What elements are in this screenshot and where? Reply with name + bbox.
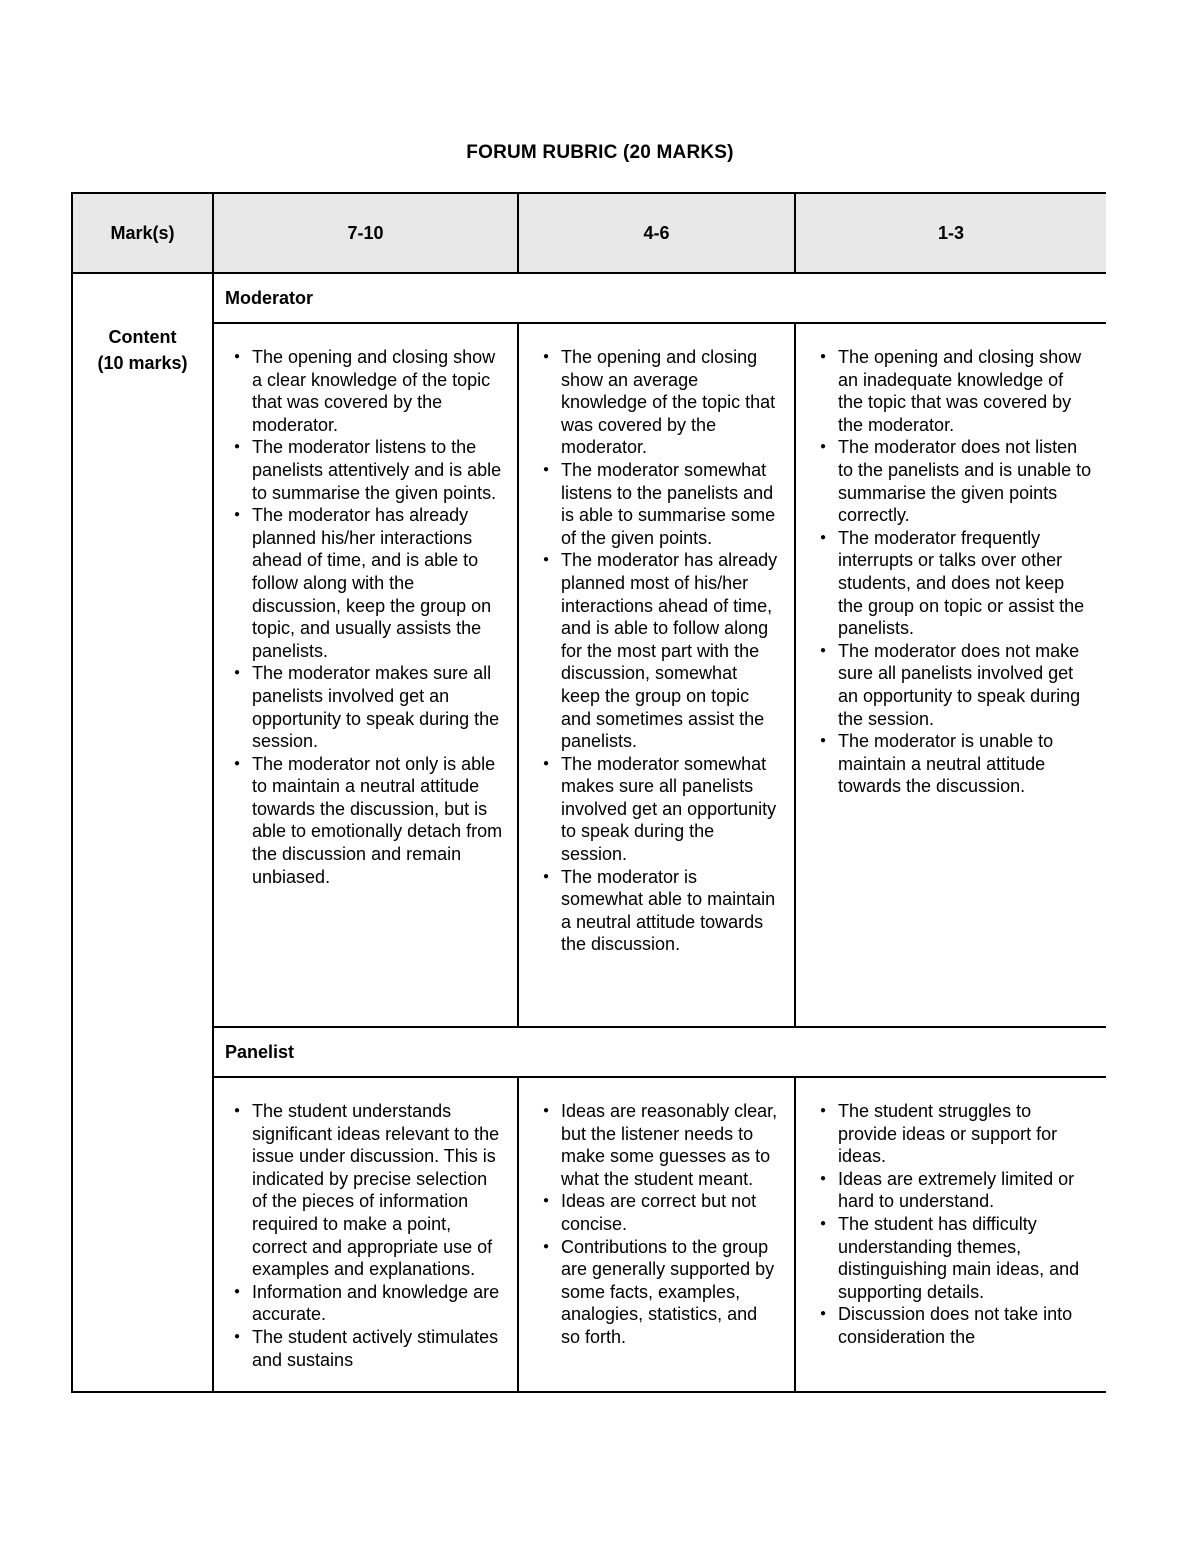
section-header-row [72, 273, 1106, 323]
list-item: ● The moderator somewhat listens to the panelists and is able to summarise some of the given points. [537, 459, 780, 549]
list-item: ● The student actively stimulates and sustains [228, 1326, 503, 1371]
list-item: ● Contributions to the group are generally supported by some facts, examples, analogies, statistics, and so forth. [537, 1236, 780, 1349]
panelist-high-cell [213, 1077, 518, 1392]
list-item: ● The student struggles to provide ideas or support for ideas. [814, 1100, 1092, 1168]
header-range-high: 7-10 [213, 193, 518, 273]
header-range-mid: 4-6 [518, 193, 795, 273]
rubric-table-frame [71, 192, 1106, 1402]
list-item: ● The moderator frequently interrupts or talks over other students, and does not keep the group on topic or assist the panelists. [814, 527, 1092, 640]
list-item: ● The moderator somewhat makes sure all panelists involved get an opportunity to speak during the session. [537, 753, 780, 866]
bullet-list [214, 1078, 517, 1391]
panelist-descriptor-row [72, 1077, 1106, 1392]
list-item: ● The opening and closing show an average knowledge of the topic that was covered by the moderator. [537, 346, 780, 459]
list-item: ● The student has difficulty understanding themes, distinguishing main ideas, and supporting details. [814, 1213, 1092, 1303]
section-header-row [72, 1027, 1106, 1077]
list-item: ● The opening and closing show a clear knowledge of the topic that was covered by the moderator. [228, 346, 503, 436]
header-marks: Mark(s) [72, 193, 213, 273]
list-item: ● Ideas are reasonably clear, but the listener needs to make some guesses as to what the student meant. [537, 1100, 780, 1190]
header-range-low: 1-3 [795, 193, 1106, 273]
list-item: ● The moderator has already planned most of his/her interactions ahead of time, and is able to follow along for the most part with the discussion, somewhat keep the group on topic and sometimes assist the panelists. [537, 549, 780, 752]
list-item: ● The moderator listens to the panelists attentively and is able to summarise the given points. [228, 436, 503, 504]
criterion-cell [72, 273, 213, 1392]
panelist-mid-cell [518, 1077, 795, 1392]
list-item: ● The moderator does not listen to the panelists and is unable to summarise the given points correctly. [814, 436, 1092, 526]
list-item: ● The student understands significant ideas relevant to the issue under discussion. This is indicated by precise selection of the pieces of information required to make a point, correct and appropriate use of examples and explanations. [228, 1100, 503, 1281]
list-item: ● The moderator makes sure all panelists involved get an opportunity to speak during the session. [228, 662, 503, 752]
section-heading-panelist: Panelist [213, 1027, 1106, 1077]
moderator-mid-cell [518, 323, 795, 1027]
list-item: ● The moderator is somewhat able to maintain a neutral attitude towards the discussion. [537, 866, 780, 956]
document-title: FORUM RUBRIC (20 MARKS) [466, 142, 734, 163]
bullet-list [519, 1078, 794, 1369]
moderator-low-cell [795, 323, 1106, 1027]
moderator-descriptor-row [72, 323, 1106, 1027]
panelist-low-cell [795, 1077, 1106, 1392]
header-row [72, 193, 1106, 273]
section-heading-moderator: Moderator [213, 273, 1106, 323]
moderator-high-cell [213, 323, 518, 1027]
rubric-table [71, 192, 1106, 1393]
list-item: ● The moderator does not make sure all panelists involved get an opportunity to speak during the session. [814, 640, 1092, 730]
bullet-list [214, 324, 517, 908]
criterion-marks: (10 marks) [97, 353, 188, 373]
criterion-name: Content [108, 327, 177, 347]
list-item: ● The moderator has already planned his/her interactions ahead of time, and is able to follow along with the discussion, keep the group on topic, and usually assists the panelists. [228, 504, 503, 662]
bullet-list [519, 324, 794, 976]
bullet-list [796, 324, 1106, 818]
bullet-list [796, 1078, 1106, 1369]
list-item: ● Ideas are extremely limited or hard to understand. [814, 1168, 1092, 1213]
list-item: ● The opening and closing show an inadequate knowledge of the topic that was covered by the moderator. [814, 346, 1092, 436]
list-item: ● Ideas are correct but not concise. [537, 1190, 780, 1235]
list-item: ● Discussion does not take into consideration the [814, 1303, 1092, 1348]
list-item: ● The moderator not only is able to maintain a neutral attitude towards the discussion, but is able to emotionally detach from the discussion and remain unbiased. [228, 753, 503, 889]
list-item: ● The moderator is unable to maintain a neutral attitude towards the discussion. [814, 730, 1092, 798]
list-item: ● Information and knowledge are accurate. [228, 1281, 503, 1326]
